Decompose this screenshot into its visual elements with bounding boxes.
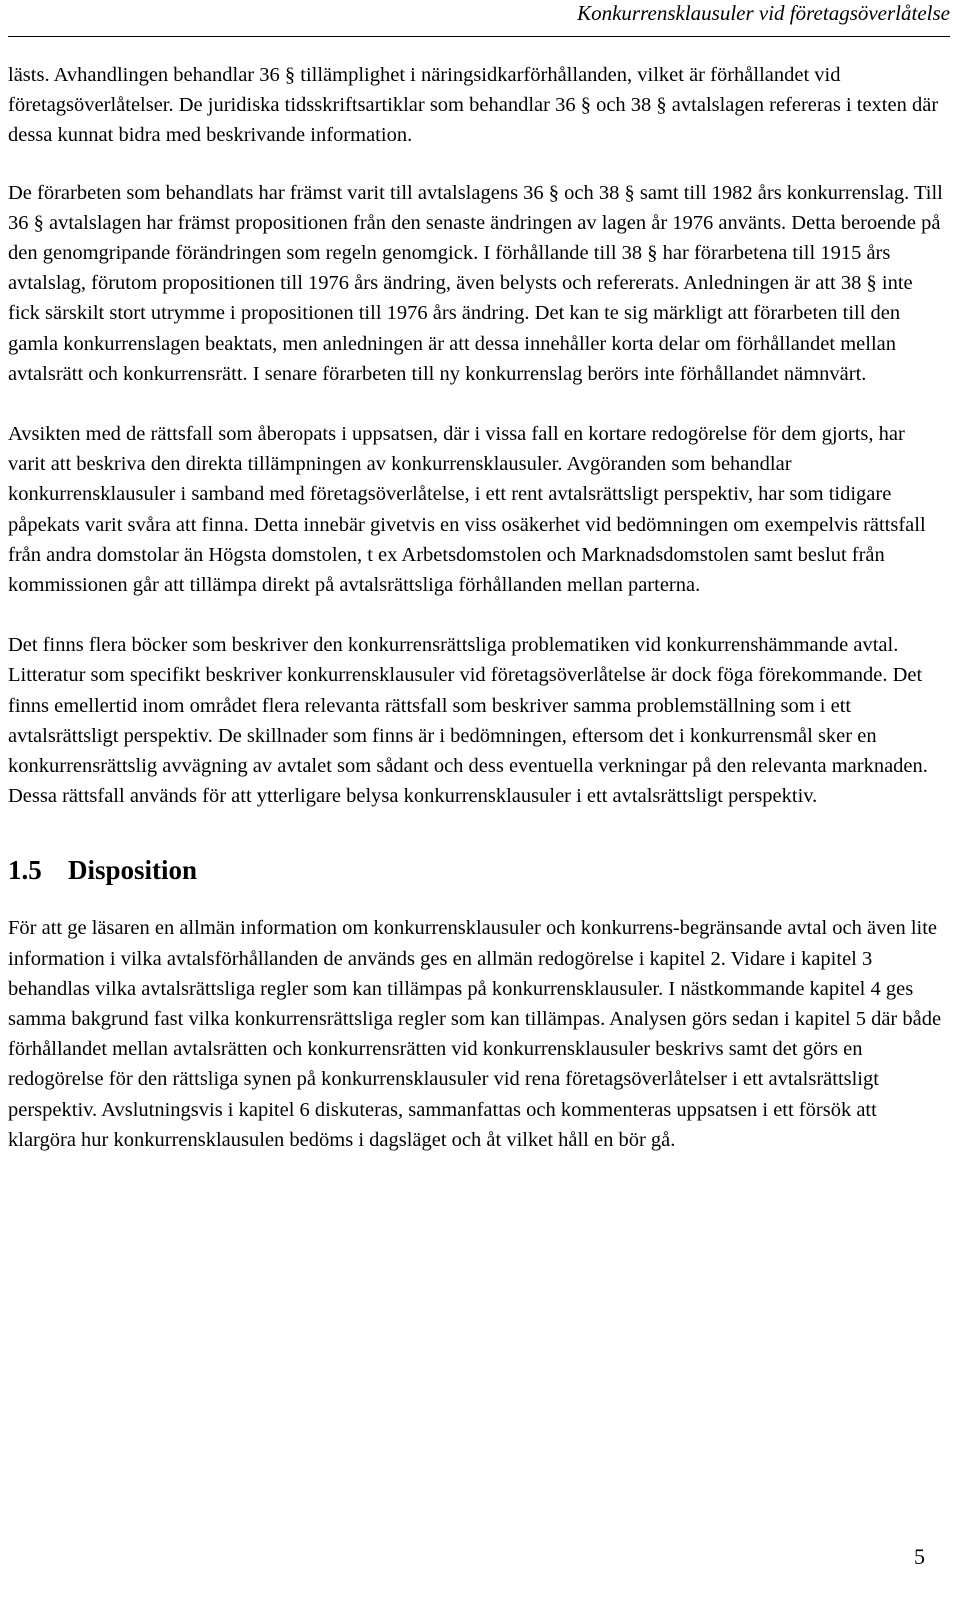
section-title: Disposition: [68, 855, 198, 886]
paragraph-case-law: Avsikten med de rättsfall som åberopats i uppsatsen, där i vissa fall en kortare redogörelse för dem gjorts, har varit att beskriva den direkta tillämpningen av konkurrensklausuler. Avgöranden som behandlar konkurrensklausuler i samband med företagsöverlåtelse, i ett rent avtalsrättsligt perspektiv, har som tidigare påpekats varit svåra att finna. Detta innebär givetvis en viss osäkerhet vid bedömningen om exempelvis rättsfall från andra domstolar än Högsta domstolen, t ex Arbetsdomstolen och Marknadsdomstolen samt beslut från kommissionen går att tillämpa direkt på avtalsrättsliga förhållanden mellan parterna.: [8, 423, 926, 597]
paragraph-preparatory-works: De förarbeten som behandlats har främst varit till avtalslagens 36 § och 38 § samt till 1982 års konkurrenslag. Till 36 § avtalslagen har främst propositionen från den senaste ändringen av lagen år 1976 använts. Detta beroende på den genomgripande förändringen som regeln genomgick. I förhållande till 38 § har förarbetena till 1915 års avtalslag, förutom propositionen till 1976 års ändring, även belysts och refererats. Anledningen är att 38 § inte fick särskilt stort utrymme i propositionen till 1976 års ändring. Det kan te sig märkligt att förarbeten till den gamla konkurrenslagen beaktats, men anledningen är att dessa innehåller korta delar om förhållandet mellan avtalsrätt och konkurrensrätt. I senare förarbeten till ny konkurrenslag berörs inte förhållandet nämnvärt.: [8, 181, 943, 385]
section-heading: [8, 853, 943, 887]
page-number: 5: [914, 1544, 925, 1569]
paragraph-disposition: För att ge läsaren en allmän information om konkurrensklausuler och konkurrens-begränsande avtal och även lite information i vilka avtalsförhållanden de används ges en allmän redogörelse i kapitel 2. Vidare i kapitel 3 behandlas vilka avtalsrättsliga regler som kan tillämpas på konkurrensklausuler. I nästkommande kapitel 4 ges samma bakgrund fast vilka konkurrensrättsliga regler som kan tillämpas. Analysen görs sedan i kapitel 5 där både förhållandet mellan avtalsrätten och konkurrensrätten vid konkurrensklausuler beskrivs samt det görs en redogörelse för den rättsliga synen på konkurrensklausuler vid rena företagsöverlåtelser i ett avtalsrättsligt perspektiv. Avslutningsvis i kapitel 6 diskuteras, sammanfattas och kommenteras uppsatsen i ett försök att klargöra hur konkurrensklausulen bedöms i dagsläget och åt vilket håll en bör gå.: [8, 917, 942, 1151]
section-number: 1.5: [8, 855, 42, 886]
page-body: [8, 60, 943, 1155]
paragraph-literature-articles: lästs. Avhandlingen behandlar 36 § tillämplighet i näringsidkarförhållanden, vilket är förhållandet vid företagsöverlåtelser. De juridiska tidsskriftsartiklar som behandlar 36 § och 38 § avtalslagen refereras i texten där dessa kunnat bidra med beskrivande information.: [8, 64, 939, 147]
paragraph-competition-literature: Det finns flera böcker som beskriver den konkurrensrättsliga problematiken vid konkurrenshämmande avtal. Litteratur som specifikt beskriver konkurrensklausuler vid företagsöverlåtelse är dock föga förekommande. Det finns emellertid inom området flera relevanta rättsfall som beskriver samma problemställning som i ett avtalsrättsligt perspektiv. De skillnader som finns är i bedömningen, eftersom det i konkurrensmål sker en konkurrensrättslig avvägning av avtalet som sådant och dess eventuella verkningar på den relevanta marknaden. Dessa rättsfall används för att ytterligare belysa konkurrensklausuler i ett avtalsrättsligt perspektiv.: [8, 634, 928, 808]
running-header: Konkurrensklausuler vid företagsöverlåtelse: [577, 1, 950, 25]
header-rule: [8, 36, 950, 37]
